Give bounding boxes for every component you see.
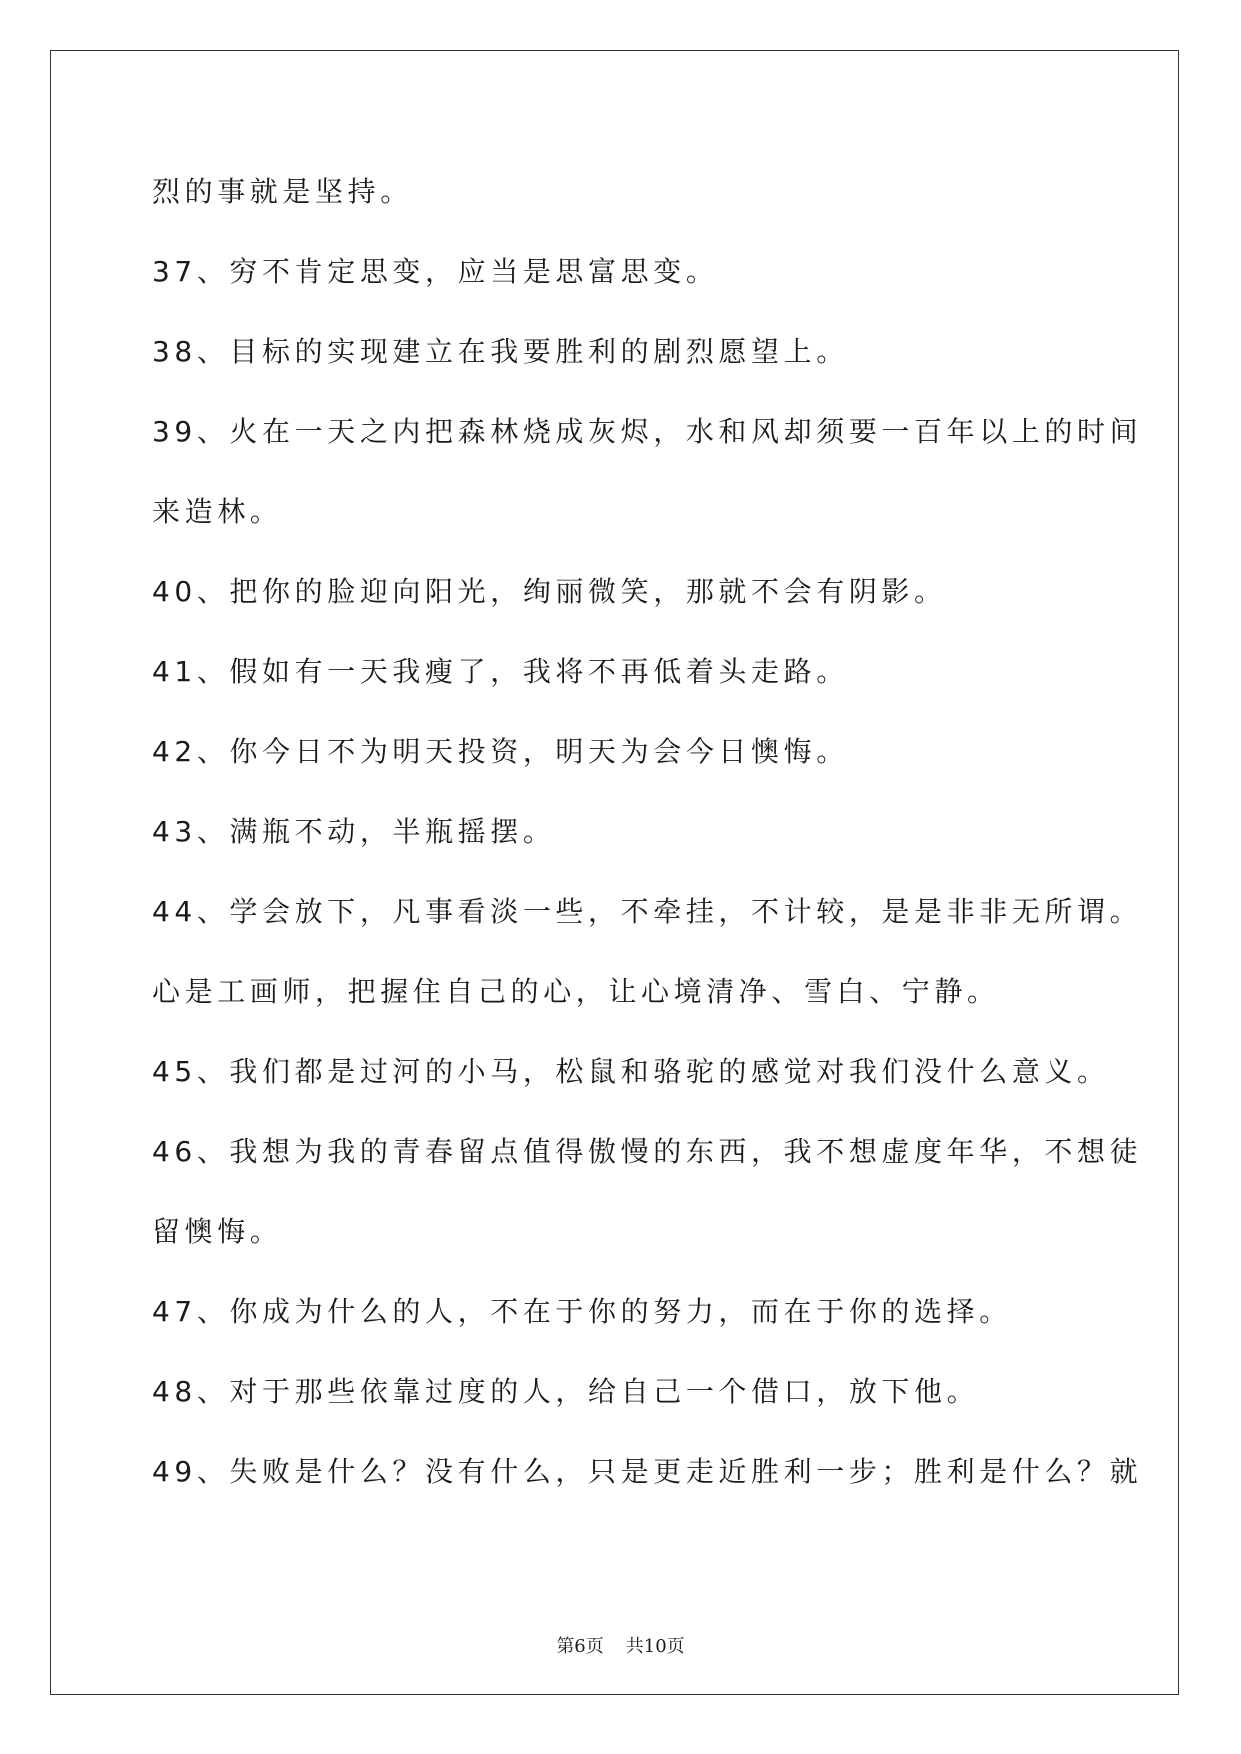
- text-line: 留懊悔。: [152, 1215, 283, 1248]
- text-line: 37、穷不肯定思变，应当是思富思变。: [152, 255, 719, 288]
- text-line: 38、目标的实现建立在我要胜利的剧烈愿望上。: [152, 335, 849, 368]
- text-line: 39、火在一天之内把森林烧成灰烬，水和风却须要一百年以上的时间: [152, 415, 1143, 448]
- text-line: 44、学会放下，凡事看淡一些，不牵挂，不计较，是是非非无所谓。: [152, 895, 1143, 928]
- text-line: 47、你成为什么的人，不在于你的努力，而在于你的选择。: [152, 1295, 1012, 1328]
- total-pages-label: 共10页: [625, 1636, 685, 1657]
- text-line: 烈的事就是坚持。: [152, 175, 413, 208]
- text-line: 心是工画师，把握住自己的心，让心境清净、雪白、宁静。: [152, 975, 1000, 1008]
- text-line: 40、把你的脸迎向阳光，绚丽微笑，那就不会有阴影。: [152, 575, 947, 608]
- document-body: [152, 152, 1143, 1512]
- text-line: 49、失败是什么？没有什么，只是更走近胜利一步；胜利是什么？就: [152, 1455, 1143, 1488]
- text-line: 来造林。: [152, 495, 283, 528]
- text-line: 46、我想为我的青春留点值得傲慢的东西，我不想虚度年华，不想徒: [152, 1135, 1143, 1168]
- text-line: 43、满瓶不动，半瓶摇摆。: [152, 815, 556, 848]
- text-line: 45、我们都是过河的小马，松鼠和骆驼的感觉对我们没什么意义。: [152, 1055, 1110, 1088]
- text-line: 42、你今日不为明天投资，明天为会今日懊悔。: [152, 735, 849, 768]
- text-line: 41、假如有一天我瘦了，我将不再低着头走路。: [152, 655, 849, 688]
- current-page-label: 第6页: [556, 1636, 604, 1657]
- page-footer: [0, 1632, 1241, 1658]
- text-line: 48、对于那些依靠过度的人，给自己一个借口，放下他。: [152, 1375, 980, 1408]
